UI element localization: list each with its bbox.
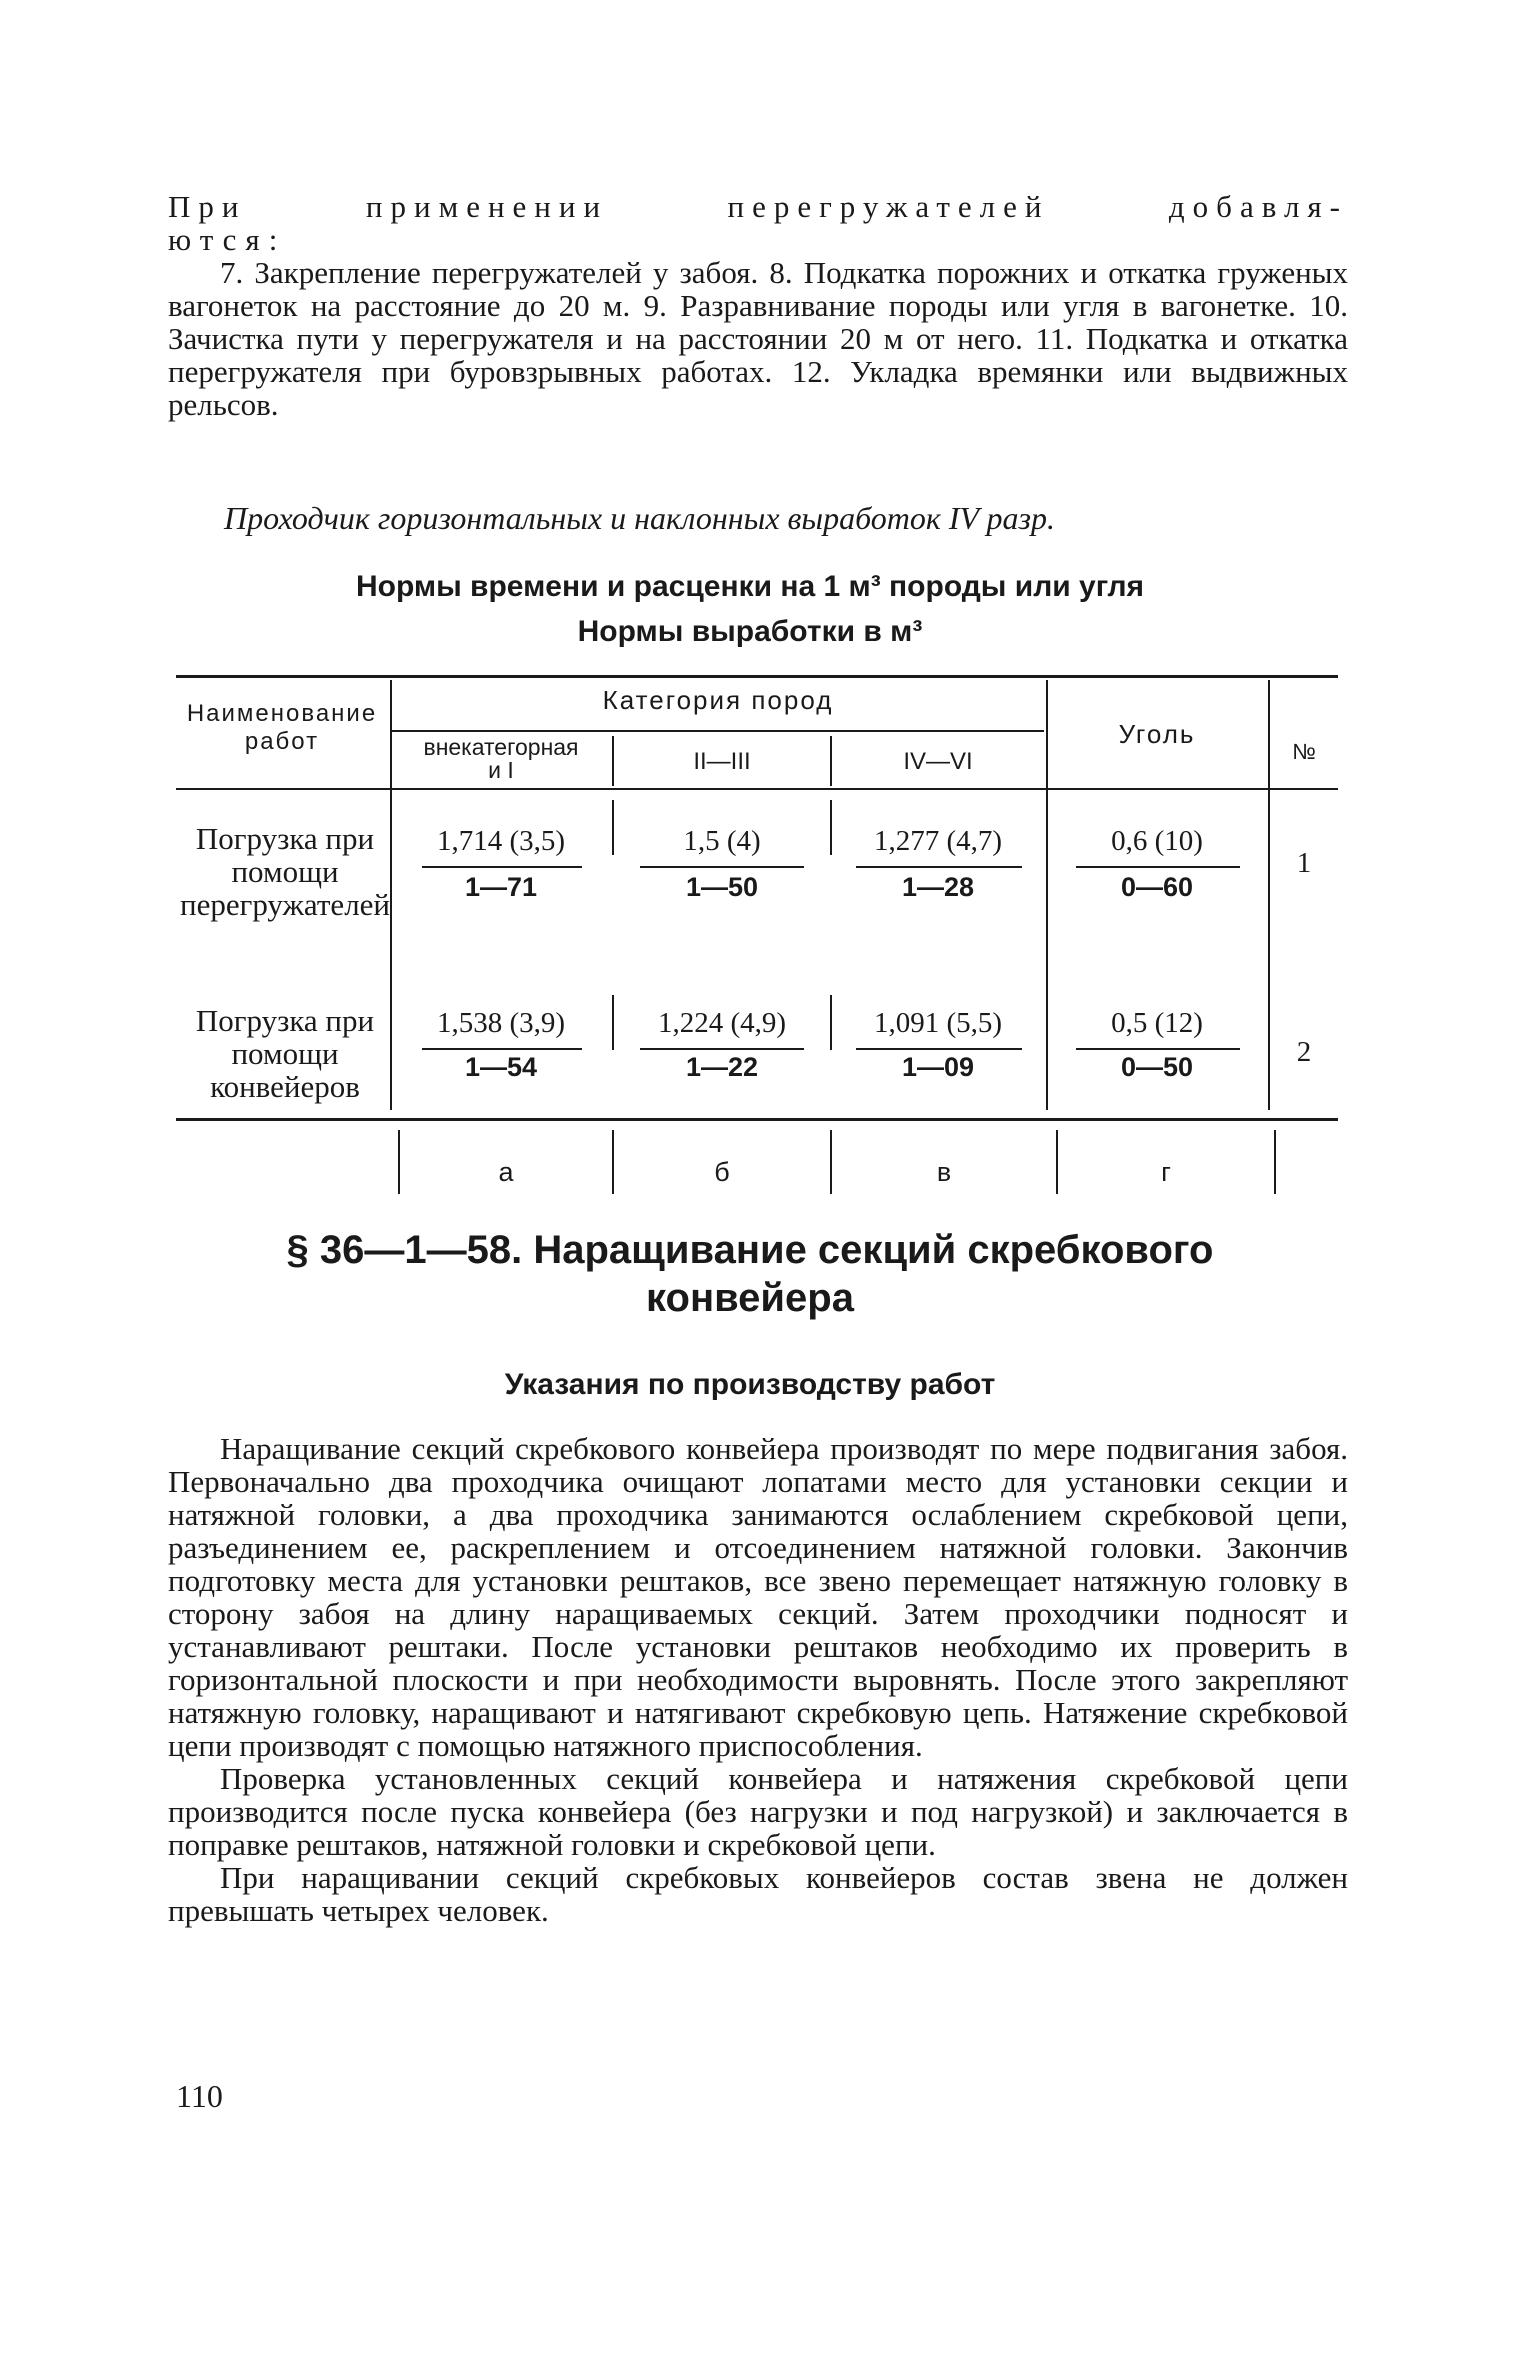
header-name-2: работ [244,728,320,755]
page-number: 110 [176,2078,223,2114]
value-time: 1,714 (3,5) [436,825,566,857]
fraction-bar [856,866,1022,868]
instructions-heading: Указания по производству работ [504,1368,996,1401]
fraction-bar [640,866,804,868]
value-rate: 1—22 [685,1052,759,1082]
norms-subheading: Нормы выработки в м³ [577,615,923,648]
fraction-bar [422,1048,582,1050]
value-rate: 0—60 [1120,872,1194,902]
worker-title: Проходчик горизонтальных и наклонных выработок IV разр. [224,500,1055,536]
fraction-bar [1076,866,1240,868]
intro-lead-end: ются: [168,222,287,257]
section-title-cont: конвейера [646,1276,854,1320]
row-number: 1 [1296,847,1312,879]
fraction-bar [640,1048,804,1050]
body-text [168,1432,1348,1927]
header-col-2: II—III [693,748,751,775]
body-paragraph: При наращивании секций скребковых конвейеров состав звена не должен превышать четырех человек. [168,1860,1348,1928]
fraction-bar [856,1048,1022,1050]
intro-lead-word: При [168,189,247,224]
header-bottom-rule [176,788,1338,790]
value-rate: 1—09 [901,1052,975,1082]
fraction-bar [422,866,582,868]
header-coal: Уголь [1118,719,1196,749]
intro-body: 7. Закрепление перегружателей у забоя. 8. Подкатка порожних и откатка груженых вагонеток на расстояние до 20 м. 9. Разравнивание породы или угля в вагонетке. 10. Зачистка пути у перегружателя и на расстоянии 20 м от него. 11. Подкатка и откатка перегружателя при буровзрывных работах. 12. Укладка времянки или выдвижных рельсов. [168,255,1348,422]
header-number: № [1292,739,1316,764]
header-category: Категория пород [602,685,834,715]
value-time: 1,224 (4,9) [657,1007,787,1039]
value-rate: 1—54 [464,1052,538,1082]
body-paragraph: Проверка установленных секций конвейера и натяжения скребковой цепи производится после пуска конвейера (без нагрузки и под нагрузкой) и заключается в поправке рештаков, натяжной головки и скребковой цепи. [168,1761,1348,1862]
column-letter: а [498,1157,514,1187]
section-title: § 36—1—58. Наращивание секций скребкового [286,1228,1214,1272]
header-name-1: Наименование [186,700,378,727]
row-name: Погрузка при помощи конвейеров [195,1003,375,1104]
intro-lead-word: добавля- [1168,189,1348,224]
value-time: 1,091 (5,5) [873,1007,1003,1039]
value-rate: 1—50 [685,872,759,902]
fraction-bar [1076,1048,1240,1050]
value-time: 1,538 (3,9) [436,1007,566,1039]
letter-divider [1274,1130,1276,1194]
header-extra-1: внекатегорная [423,734,579,760]
header-extra-2: и I [488,757,514,783]
intro-lead-line [168,190,1348,223]
intro-lead-word: применении [365,189,609,224]
row-number: 2 [1296,1036,1312,1068]
value-time: 0,6 (10) [1111,825,1203,857]
norms-heading: Нормы времени и расценки на 1 м³ породы или угля [355,570,1145,603]
column-letter: в [936,1157,952,1187]
value-rate: 1—71 [464,872,538,902]
table-bottom-rule [176,1118,1338,1121]
table-top-rule [176,675,1338,678]
column-letter: г [1161,1157,1171,1187]
category-underline [392,730,1044,732]
column-letter: б [714,1157,730,1187]
value-time: 0,5 (12) [1111,1007,1203,1039]
value-rate: 0—50 [1120,1052,1194,1082]
value-time: 1,277 (4,7) [873,825,1003,857]
row-name: Погрузка при помощи перегружателей [180,821,391,922]
intro-paragraph [168,190,1348,421]
header-col-3: IV—VI [903,748,973,775]
body-paragraph: Наращивание секций скребкового конвейера производят по мере подвигания забоя. Первоначально два проходчика очищают лопатами место для установки секции и натяжной головки, а два проходчика занимаются ослаблением скребковой цепи, разъединением ее, раскреплением и отсоединением натяжной головки. Закончив подготовку места для установки рештаков, все звено перемещает натяжную головку в сторону забоя на длину наращиваемых секций. Затем проходчики подносят и устанавливают рештаки. После установки рештаков необходимо их проверить в горизонтальной плоскости и при необходимости выровнять. После этого закрепляют натяжную головку, наращивают и натягивают скребковую цепь. Натяжение скребковой цепи производят с помощью натяжного приспособления. [168,1431,1348,1763]
value-rate: 1—28 [901,872,975,902]
intro-lead-word: перегружателей [727,189,1050,224]
value-time: 1,5 (4) [683,825,761,857]
